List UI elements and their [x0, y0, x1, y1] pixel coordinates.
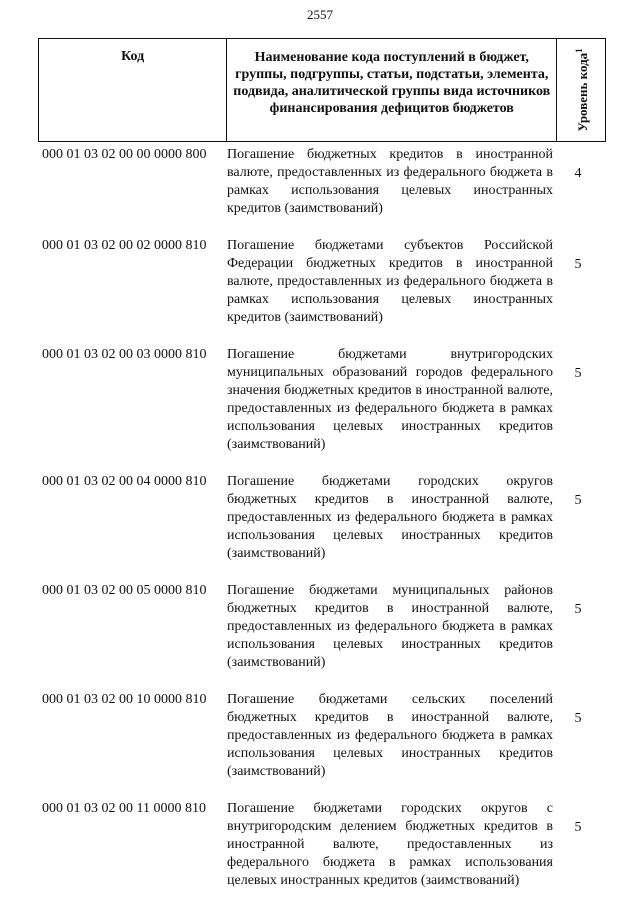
table-row: [38, 146, 608, 218]
row-level: 4: [574, 166, 582, 181]
table-header: [38, 38, 606, 142]
row-name: Погашение бюджетами сельских поселений бюджетных кредитов в иностранной валюте, предоставленных из федерального бюджета в рамках использования целевых иностранных кредитов (заимствований): [227, 692, 553, 779]
row-level: 5: [574, 602, 582, 617]
header-level-footnote: 1: [573, 48, 584, 53]
header-level-label: Уровень кода: [575, 52, 591, 132]
header-name: Наименование кода поступлений в бюджет, группы, подгруппы, статьи, подстатьи, элемента, подвида, аналитической группы вида источников финансирования дефицитов бюджетов: [227, 39, 557, 141]
header-level: [557, 39, 605, 141]
row-code: 000 01 03 02 00 03 0000 810: [42, 347, 207, 362]
row-level: 5: [574, 366, 582, 381]
row-code: 000 01 03 02 00 11 0000 810: [42, 801, 206, 816]
row-name: Погашение бюджетами субъектов Российской Федерации бюджетных кредитов в иностранной валюте, предоставленных из федерального бюджета в рамках использования целевых иностранных кредитов (заимствований): [227, 238, 553, 325]
row-level: 5: [574, 257, 582, 272]
row-level: 5: [574, 711, 582, 726]
table-row: [38, 582, 608, 672]
table-row: [38, 473, 608, 563]
row-name: Погашение бюджетами муниципальных районов бюджетных кредитов в иностранной валюте, предоставленных из федерального бюджета в рамках использования целевых иностранных кредитов (заимствований): [227, 583, 553, 670]
row-level: 5: [574, 820, 582, 835]
row-code: 000 01 03 02 00 02 0000 810: [42, 238, 207, 253]
table-row: [38, 691, 608, 781]
table-body: [38, 146, 608, 909]
row-name: Погашение бюджетами внутригородских муниципальных образований городов федерального значения бюджетных кредитов в иностранной валюте, предоставленных из федерального бюджета в рамках использования целевых иностранных кредитов (заимствований): [227, 347, 553, 452]
row-name: Погашение бюджетных кредитов в иностранной валюте, предоставленных из федерального бюджета в рамках использования целевых иностранных кредитов (заимствований): [227, 147, 553, 216]
table-row: [38, 800, 608, 890]
table-row: [38, 237, 608, 327]
row-name: Погашение бюджетами городских округов бюджетных кредитов в иностранной валюте, предоставленных из федерального бюджета в рамках использования целевых иностранных кредитов (заимствований): [227, 474, 553, 561]
row-code: 000 01 03 02 00 04 0000 810: [42, 474, 207, 489]
row-code: 000 01 03 02 00 05 0000 810: [42, 583, 207, 598]
row-name: Погашение бюджетами городских округов с внутригородским делением бюджетных кредитов в иностранной валюте, предоставленных из федерального бюджета в рамках использования целевых иностранных кредитов (заимствований): [227, 801, 553, 888]
page-number: 2557: [307, 7, 333, 22]
table-row: [38, 346, 608, 454]
header-code: Код: [39, 39, 227, 141]
row-code: 000 01 03 02 00 00 0000 800: [42, 147, 207, 162]
row-level: 5: [574, 493, 582, 508]
row-code: 000 01 03 02 00 10 0000 810: [42, 692, 207, 707]
